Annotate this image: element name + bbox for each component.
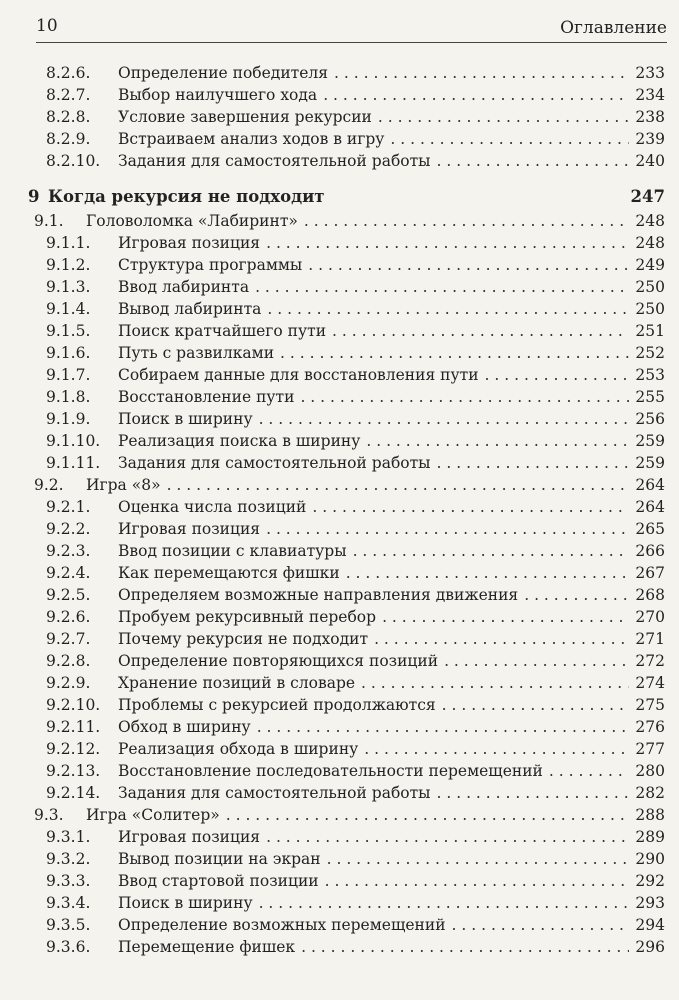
- entry-number: 9.2.: [34, 476, 64, 494]
- dot-leader: [301, 936, 629, 958]
- entry-number: 9.3.: [34, 806, 64, 824]
- toc-subsection[interactable]: [36, 606, 665, 628]
- page-header: [36, 10, 667, 43]
- entry-line: [118, 430, 665, 452]
- toc-section[interactable]: [36, 210, 665, 232]
- entry-page: 275: [635, 696, 665, 714]
- entry-page: 247: [630, 187, 665, 206]
- entry-number: 9.2.14.: [46, 784, 101, 802]
- entry-title: Встраиваем анализ ходов в игру: [118, 130, 385, 148]
- entry-page: 240: [635, 152, 665, 170]
- entry-number: 9.1.6.: [46, 344, 91, 362]
- toc-subsection[interactable]: [36, 342, 665, 364]
- dot-leader: [167, 474, 630, 496]
- toc-subsection[interactable]: [36, 738, 665, 760]
- entry-title: Хранение позиций в словаре: [118, 674, 356, 692]
- entry-page: 271: [635, 630, 665, 648]
- entry-line: [118, 150, 665, 172]
- entry-page: 249: [635, 256, 665, 274]
- entry-line: [118, 320, 665, 342]
- entry-number: 8.2.8.: [46, 108, 91, 126]
- dot-leader: [259, 892, 630, 914]
- entry-number: 9.3.3.: [46, 872, 91, 890]
- toc-subsection[interactable]: [36, 386, 665, 408]
- entry-page: 248: [635, 212, 665, 230]
- dot-leader: [300, 386, 629, 408]
- entry-title: Как перемещаются фишки: [118, 564, 340, 582]
- toc-subsection[interactable]: [36, 716, 665, 738]
- dot-leader: [437, 150, 630, 172]
- entry-page: 234: [635, 86, 665, 104]
- entry-number: 9.1.1.: [46, 234, 91, 252]
- entry-line: [118, 128, 665, 150]
- entry-page: 282: [635, 784, 665, 802]
- entry-page: 276: [635, 718, 665, 736]
- entry-title: Игра «8»: [86, 476, 161, 494]
- dot-leader: [323, 84, 629, 106]
- entry-title: Определение возможных перемещений: [118, 916, 446, 934]
- dot-leader: [266, 826, 629, 848]
- entry-line: [118, 562, 665, 584]
- entry-line: [118, 62, 665, 84]
- entry-number: 8.2.10.: [46, 152, 101, 170]
- entry-number: 9.3.4.: [46, 894, 91, 912]
- entry-title: Поиск в ширину: [118, 410, 253, 428]
- entry-number: 9.2.10.: [46, 696, 101, 714]
- entry-number: 8.2.6.: [46, 64, 91, 82]
- entry-title: Путь с развилками: [118, 344, 275, 362]
- entry-number: 9.3.6.: [46, 938, 91, 956]
- dot-leader: [485, 364, 630, 386]
- entry-number: 9.3.5.: [46, 916, 91, 934]
- entry-line: [118, 452, 665, 474]
- entry-title: Восстановление пути: [118, 388, 295, 406]
- entry-line: [118, 496, 665, 518]
- entry-title: Почему рекурсия не подходит: [118, 630, 369, 648]
- entry-number: 9.1.5.: [46, 322, 91, 340]
- entry-number: 9.2.5.: [46, 586, 91, 604]
- dot-leader: [266, 518, 629, 540]
- entry-title: Определение победителя: [118, 64, 329, 82]
- entry-number: 8.2.7.: [46, 86, 91, 104]
- entry-line: [118, 540, 665, 562]
- toc-subsection[interactable]: [36, 408, 665, 430]
- entry-title: Проблемы с рекурсией продолжаются: [118, 696, 436, 714]
- entry-number: 9.3.1.: [46, 828, 91, 846]
- toc-subsection[interactable]: [36, 936, 665, 958]
- entry-line: [118, 254, 665, 276]
- entry-page: 259: [635, 432, 665, 450]
- entry-page: 277: [635, 740, 665, 758]
- entry-title: Игровая позиция: [118, 828, 261, 846]
- entry-line: [48, 184, 665, 210]
- entry-title: Ввод лабиринта: [118, 278, 250, 296]
- toc-subsection[interactable]: [36, 914, 665, 936]
- entry-title: Вывод позиции на экран: [118, 850, 321, 868]
- entry-page: 267: [635, 564, 665, 582]
- dot-leader: [549, 760, 630, 782]
- entry-page: 290: [635, 850, 665, 868]
- entry-title: Ввод стартовой позиции: [118, 872, 319, 890]
- entry-title: Определяем возможные направления движения: [118, 586, 519, 604]
- entry-title: Головоломка «Лабиринт»: [86, 212, 298, 230]
- dot-leader: [437, 782, 630, 804]
- entry-page: 233: [635, 64, 665, 82]
- entry-title: Выбор наилучшего хода: [118, 86, 318, 104]
- entry-line: [118, 84, 665, 106]
- entry-page: 250: [635, 300, 665, 318]
- entry-title: Ввод позиции с клавиатуры: [118, 542, 347, 560]
- entry-page: 293: [635, 894, 665, 912]
- entry-line: [118, 298, 665, 320]
- toc-chapter[interactable]: [28, 184, 665, 210]
- entry-title: Вывод лабиринта: [118, 300, 262, 318]
- entry-line: [118, 518, 665, 540]
- entry-number: 9.2.9.: [46, 674, 91, 692]
- entry-line: [118, 694, 665, 716]
- dot-leader: [308, 254, 629, 276]
- entry-line: [86, 804, 665, 826]
- entry-line: [118, 936, 665, 958]
- toc-subsection[interactable]: [36, 870, 665, 892]
- dot-leader: [452, 914, 630, 936]
- dot-leader: [325, 870, 630, 892]
- dot-leader: [442, 694, 630, 716]
- toc-subsection[interactable]: [36, 364, 665, 386]
- entry-title: Реализация поиска в ширину: [118, 432, 361, 450]
- toc-section[interactable]: [36, 474, 665, 496]
- entry-line: [86, 210, 665, 232]
- entry-page: 239: [635, 130, 665, 148]
- dot-leader: [524, 584, 629, 606]
- entry-title: Игровая позиция: [118, 520, 261, 538]
- toc-subsection[interactable]: [36, 150, 665, 172]
- entry-title: Условие завершения рекурсии: [118, 108, 372, 126]
- toc-subsection[interactable]: [36, 496, 665, 518]
- entry-page: 256: [635, 410, 665, 428]
- entry-line: [118, 342, 665, 364]
- dot-leader: [304, 210, 630, 232]
- entry-page: 252: [635, 344, 665, 362]
- dot-leader: [366, 430, 629, 452]
- dot-leader: [374, 628, 629, 650]
- entry-line: [118, 232, 665, 254]
- toc-subsection[interactable]: [36, 892, 665, 914]
- dot-leader: [327, 848, 630, 870]
- entry-page: 288: [635, 806, 665, 824]
- entry-title: Оценка числа позиций: [118, 498, 307, 516]
- entry-page: 289: [635, 828, 665, 846]
- entry-title: Задания для самостоятельной работы: [118, 784, 431, 802]
- toc-subsection[interactable]: [36, 562, 665, 584]
- toc-subsection[interactable]: [36, 298, 665, 320]
- dot-leader: [444, 650, 629, 672]
- dot-leader: [353, 540, 630, 562]
- entry-page: 238: [635, 108, 665, 126]
- entry-page: 259: [635, 454, 665, 472]
- entry-page: 296: [635, 938, 665, 956]
- entry-line: [118, 276, 665, 298]
- toc-subsection[interactable]: [36, 430, 665, 452]
- running-title: Оглавление: [560, 18, 667, 38]
- toc-subsection[interactable]: [36, 584, 665, 606]
- entry-number: 9.2.1.: [46, 498, 91, 516]
- dot-leader: [280, 342, 629, 364]
- dot-leader: [378, 106, 630, 128]
- entry-page: 248: [635, 234, 665, 252]
- entry-page: 272: [635, 652, 665, 670]
- entry-page: 250: [635, 278, 665, 296]
- toc-subsection[interactable]: [36, 62, 665, 84]
- toc-subsection[interactable]: [36, 628, 665, 650]
- entry-number: 9.1.3.: [46, 278, 91, 296]
- entry-line: [118, 826, 665, 848]
- dot-leader: [267, 298, 629, 320]
- entry-page: 255: [635, 388, 665, 406]
- entry-page: 253: [635, 366, 665, 384]
- entry-page: 266: [635, 542, 665, 560]
- dot-leader: [437, 452, 630, 474]
- entry-number: 9.2.4.: [46, 564, 91, 582]
- dot-leader: [257, 716, 630, 738]
- dot-leader: [312, 496, 629, 518]
- entry-page: 268: [635, 586, 665, 604]
- entry-number: 9.1.11.: [46, 454, 101, 472]
- entry-title: Игра «Солитер»: [86, 806, 220, 824]
- entry-page: 280: [635, 762, 665, 780]
- entry-page: 251: [635, 322, 665, 340]
- dot-leader: [255, 276, 629, 298]
- dot-leader: [346, 562, 630, 584]
- entry-number: 9.2.13.: [46, 762, 101, 780]
- entry-title: Задания для самостоятельной работы: [118, 152, 431, 170]
- toc-subsection[interactable]: [36, 452, 665, 474]
- toc-subsection[interactable]: [36, 694, 665, 716]
- entry-line: [118, 892, 665, 914]
- page-number: 10: [36, 16, 58, 36]
- toc-subsection[interactable]: [36, 518, 665, 540]
- toc-subsection[interactable]: [36, 540, 665, 562]
- entry-line: [118, 650, 665, 672]
- entry-title: Перемещение фишек: [118, 938, 296, 956]
- entry-line: [118, 672, 665, 694]
- entry-title: Поиск кратчайшего пути: [118, 322, 327, 340]
- entry-line: [118, 738, 665, 760]
- toc-subsection[interactable]: [36, 672, 665, 694]
- toc-subsection[interactable]: [36, 650, 665, 672]
- toc-subsection[interactable]: [36, 848, 665, 870]
- toc-section[interactable]: [36, 804, 665, 826]
- entry-title: Собираем данные для восстановления пути: [118, 366, 479, 384]
- dot-leader: [390, 128, 629, 150]
- entry-number: 9.1.: [34, 212, 64, 230]
- entry-line: [118, 606, 665, 628]
- entry-page: 270: [635, 608, 665, 626]
- toc-subsection[interactable]: [36, 826, 665, 848]
- toc-subsection[interactable]: [36, 106, 665, 128]
- entry-number: 9.1.10.: [46, 432, 101, 450]
- entry-line: [118, 716, 665, 738]
- entry-title: Структура программы: [118, 256, 303, 274]
- toc-subsection[interactable]: [36, 254, 665, 276]
- toc-subsection[interactable]: [36, 128, 665, 150]
- toc-subsection[interactable]: [36, 320, 665, 342]
- dot-leader: [226, 804, 630, 826]
- dot-leader: [332, 320, 629, 342]
- entry-line: [118, 106, 665, 128]
- entry-number: 9.2.8.: [46, 652, 91, 670]
- entry-line: [118, 628, 665, 650]
- entry-title: Поиск в ширину: [118, 894, 253, 912]
- entry-line: [118, 364, 665, 386]
- entry-number: 9.2.7.: [46, 630, 91, 648]
- entry-number: 9.1.4.: [46, 300, 91, 318]
- dot-leader: [382, 606, 629, 628]
- entry-page: 292: [635, 872, 665, 890]
- dot-leader: [334, 62, 629, 84]
- entry-line: [118, 408, 665, 430]
- entry-title: Определение повторяющихся позиций: [118, 652, 439, 670]
- entry-number: 9: [28, 187, 40, 206]
- dot-leader: [266, 232, 629, 254]
- entry-title: Пробуем рекурсивный перебор: [118, 608, 377, 626]
- entry-title: Восстановление последовательности перемещений: [118, 762, 543, 780]
- entry-title: Когда рекурсия не подходит: [48, 187, 325, 206]
- entry-line: [118, 386, 665, 408]
- entry-number: 9.2.3.: [46, 542, 91, 560]
- toc-subsection[interactable]: [36, 760, 665, 782]
- entry-line: [118, 870, 665, 892]
- entry-page: 264: [635, 476, 665, 494]
- entry-page: 265: [635, 520, 665, 538]
- entry-number: 9.1.7.: [46, 366, 91, 384]
- entry-line: [118, 848, 665, 870]
- entry-line: [118, 760, 665, 782]
- entry-title: Задания для самостоятельной работы: [118, 454, 431, 472]
- entry-number: 9.2.12.: [46, 740, 101, 758]
- toc-subsection[interactable]: [36, 232, 665, 254]
- dot-leader: [364, 738, 629, 760]
- toc-subsection[interactable]: [36, 276, 665, 298]
- entry-page: 274: [635, 674, 665, 692]
- entry-line: [118, 914, 665, 936]
- table-of-contents: [28, 62, 665, 958]
- toc-subsection[interactable]: [36, 782, 665, 804]
- entry-line: [118, 782, 665, 804]
- dot-leader: [361, 672, 629, 694]
- entry-page: 294: [635, 916, 665, 934]
- entry-number: 9.2.6.: [46, 608, 91, 626]
- entry-number: 8.2.9.: [46, 130, 91, 148]
- entry-number: 9.1.2.: [46, 256, 91, 274]
- toc-subsection[interactable]: [36, 84, 665, 106]
- entry-number: 9.2.11.: [46, 718, 101, 736]
- entry-line: [86, 474, 665, 496]
- dot-leader: [259, 408, 630, 430]
- entry-title: Игровая позиция: [118, 234, 261, 252]
- entry-line: [118, 584, 665, 606]
- entry-title: Обход в ширину: [118, 718, 251, 736]
- entry-page: 264: [635, 498, 665, 516]
- entry-number: 9.1.8.: [46, 388, 91, 406]
- entry-number: 9.1.9.: [46, 410, 91, 428]
- entry-title: Реализация обхода в ширину: [118, 740, 359, 758]
- entry-number: 9.3.2.: [46, 850, 91, 868]
- entry-number: 9.2.2.: [46, 520, 91, 538]
